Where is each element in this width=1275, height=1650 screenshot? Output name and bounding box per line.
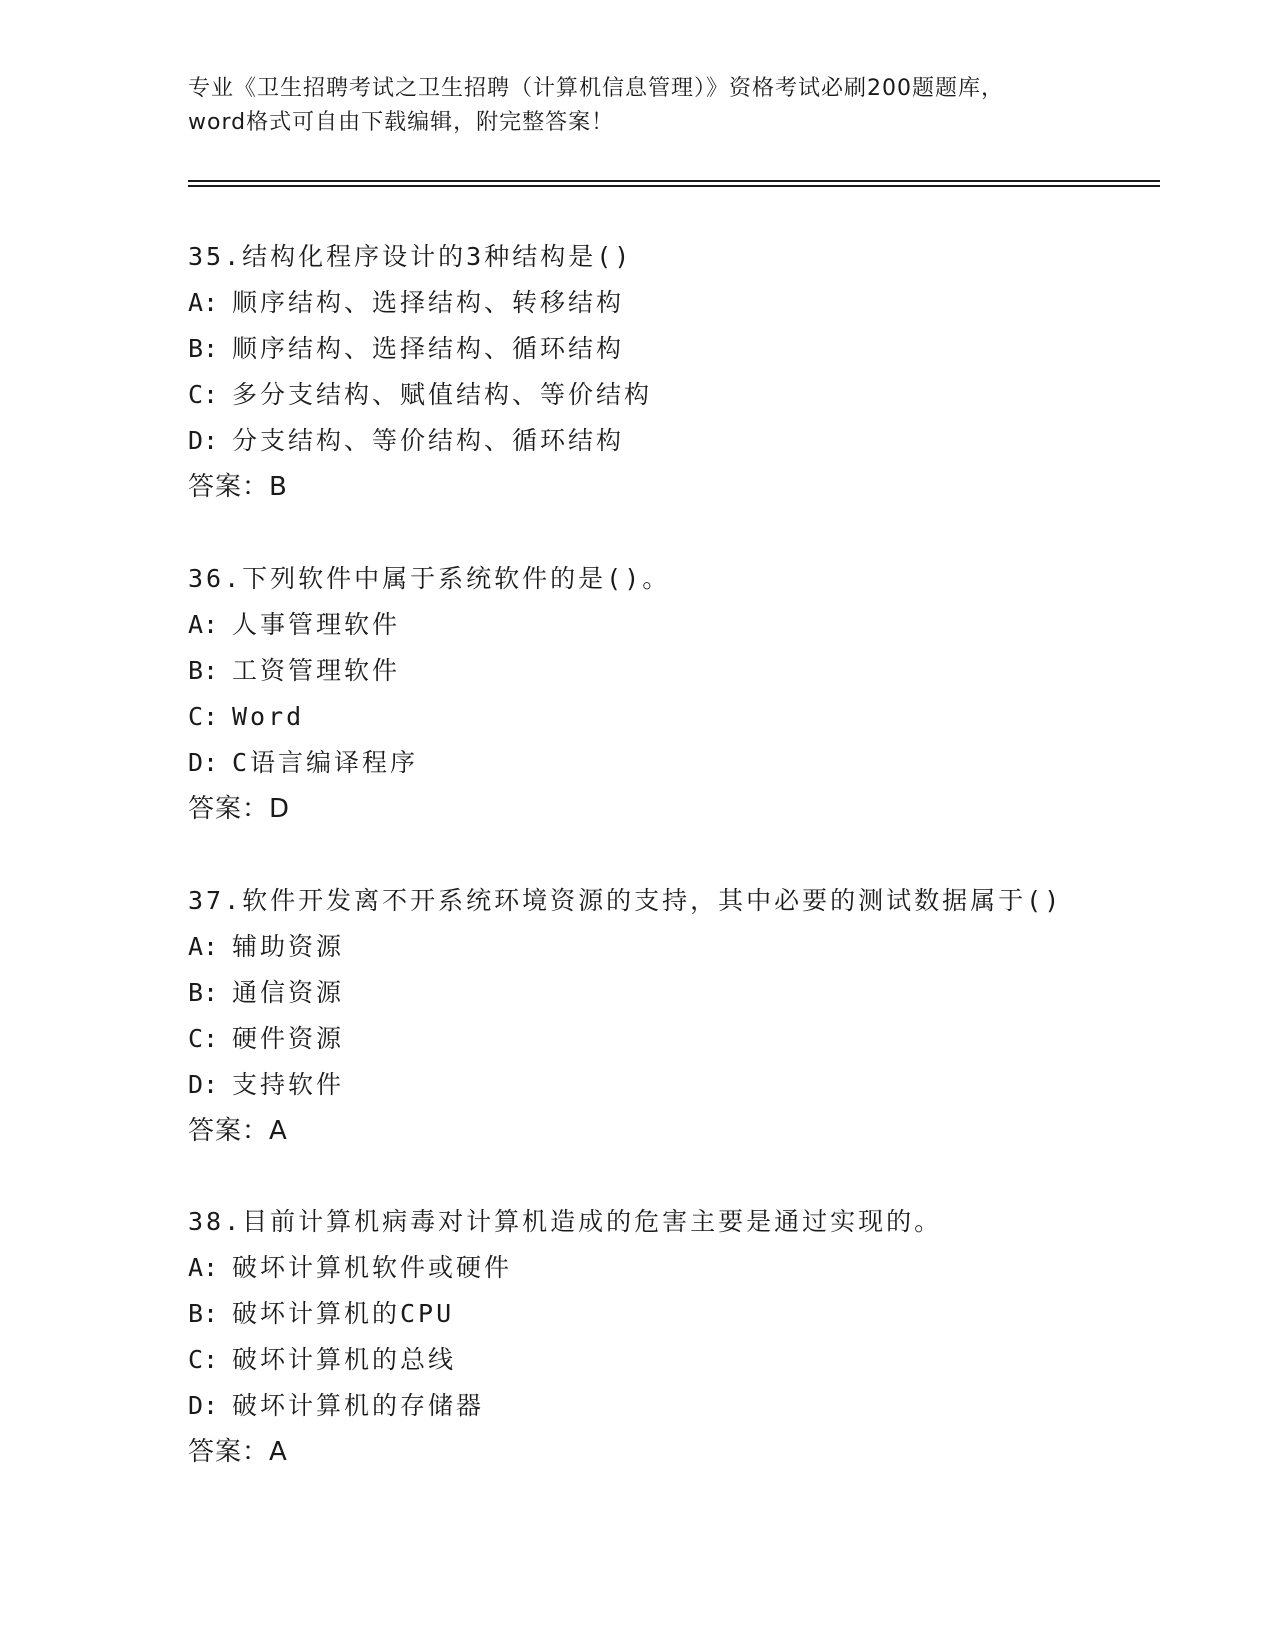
option-a	[188, 280, 1148, 326]
question-36	[188, 556, 1148, 832]
option-text: C语言编译程序	[232, 748, 419, 777]
option-b	[188, 648, 1148, 694]
option-label: D:	[188, 1391, 219, 1420]
option-text: 破坏计算机的存储器	[232, 1391, 485, 1420]
option-label: D:	[188, 1070, 219, 1099]
header-divider-bottom	[188, 185, 1160, 187]
option-text: 通信资源	[232, 978, 345, 1007]
option-text: 多分支结构、赋值结构、等价结构	[232, 380, 653, 409]
question-text: 37.软件开发离不开系统环境资源的支持，其中必要的测试数据属于()	[188, 886, 1063, 915]
option-text: 支持软件	[232, 1070, 345, 1099]
option-text: 顺序结构、选择结构、转移结构	[232, 288, 625, 317]
option-text: 分支结构、等价结构、循环结构	[232, 426, 625, 455]
answer: 答案：D	[188, 794, 291, 824]
option-d	[188, 740, 1148, 786]
question-text: 38.目前计算机病毒对计算机造成的危害主要是通过实现的。	[188, 1207, 943, 1236]
option-text: 人事管理软件	[232, 610, 401, 639]
option-c	[188, 1337, 1148, 1383]
option-a	[188, 602, 1148, 648]
option-label: D:	[188, 748, 219, 777]
option-text: 破坏计算机的CPU	[232, 1299, 455, 1328]
option-text: 辅助资源	[232, 932, 345, 961]
answer: 答案：A	[188, 1437, 288, 1467]
option-label: B:	[188, 978, 219, 1007]
option-text: 硬件资源	[232, 1024, 345, 1053]
question-35	[188, 234, 1148, 510]
option-label: B:	[188, 1299, 219, 1328]
option-b	[188, 970, 1148, 1016]
option-label: B:	[188, 656, 219, 685]
option-text: 顺序结构、选择结构、循环结构	[232, 334, 625, 363]
option-d	[188, 418, 1148, 464]
question-37	[188, 878, 1148, 1154]
option-d	[188, 1383, 1148, 1429]
header-line-1: 专业《卫生招聘考试之卫生招聘（计算机信息管理）》资格考试必刷200题题库，	[188, 76, 1004, 101]
option-text: 工资管理软件	[232, 656, 401, 685]
option-text: 破坏计算机的总线	[232, 1345, 457, 1374]
option-label: D:	[188, 426, 219, 455]
option-label: A:	[188, 932, 219, 961]
option-d	[188, 1062, 1148, 1108]
option-c	[188, 694, 1148, 740]
answer: 答案：A	[188, 1116, 288, 1146]
option-label: C:	[188, 1024, 219, 1053]
option-label: C:	[188, 1345, 219, 1374]
option-label: C:	[188, 702, 219, 731]
option-a	[188, 1245, 1148, 1291]
option-c	[188, 372, 1148, 418]
answer: 答案：B	[188, 472, 288, 502]
option-c	[188, 1016, 1148, 1062]
option-label: B:	[188, 334, 219, 363]
question-text: 35.结构化程序设计的3种结构是()	[188, 242, 633, 271]
question-38	[188, 1199, 1148, 1475]
header-line-2: word格式可自由下载编辑，附完整答案！	[188, 110, 615, 135]
option-label: A:	[188, 1253, 219, 1282]
option-label: A:	[188, 610, 219, 639]
option-text: Word	[232, 702, 305, 731]
question-text: 36.下列软件中属于系统软件的是()。	[188, 564, 671, 593]
option-label: C:	[188, 380, 219, 409]
header-divider-top	[188, 180, 1160, 182]
option-b	[188, 326, 1148, 372]
document-header	[188, 72, 1088, 140]
option-b	[188, 1291, 1148, 1337]
option-text: 破坏计算机软件或硬件	[232, 1253, 513, 1282]
option-label: A:	[188, 288, 219, 317]
option-a	[188, 924, 1148, 970]
